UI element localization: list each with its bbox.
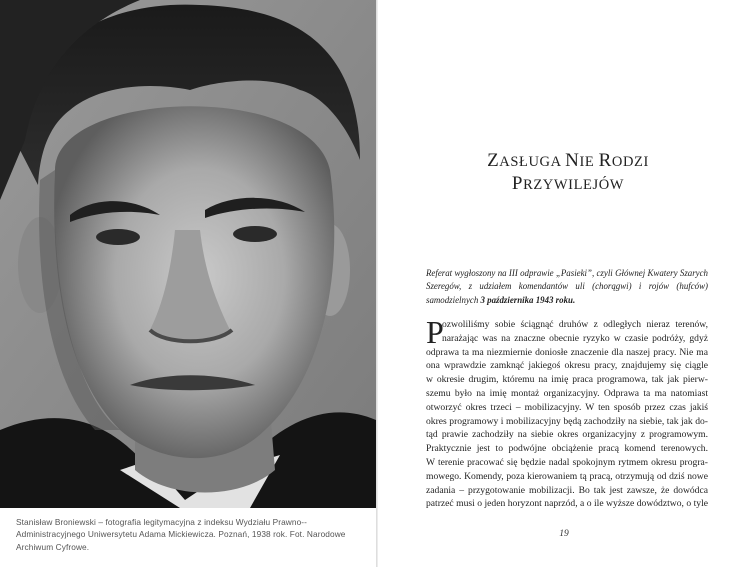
body-line: W terenie pracować się będzie nadal spokojnym rytmem okresu progra- — [426, 456, 708, 468]
body-line: ozwoliliśmy sobie ściągnąć druhów z odległych nieraz terenów, — [442, 319, 708, 330]
body-line: zadania – przygotowanie mobilizacji. Bo tak jest zawsze, że dowódca — [426, 484, 708, 496]
intro-text: Referat wygłoszony na III odprawie „Pasieki”, czyli Głównej Kwatery Szarych Szeregów, z udziałem komendantów uli (chorągwi) i rojów (hufców) samodzielnych — [426, 268, 708, 305]
chapter-intro — [426, 267, 708, 307]
body-line: ona wprawdzie zamknąć jakiegoś okresu pracy, znajdujemy się ciągle — [426, 360, 708, 372]
right-page — [378, 0, 750, 567]
body-text — [426, 314, 708, 511]
intro-date: 3 października 1943 roku. — [480, 294, 576, 305]
body-line: otworzyć okres trzeci – mobilizacyjny. W ten sposób przez czas jakiś — [426, 401, 708, 413]
chapter-title-line-1: ZASŁUGA NIE RODZI — [487, 150, 649, 171]
chapter-title — [418, 150, 718, 196]
body-line: mowego. Komendy, poza kierowaniem tą pracą, otrzymują od dziś nowe — [426, 470, 708, 482]
body-line: Praktycznie jest to podwójne obciążenie pracą komend terenowych. — [426, 443, 708, 455]
portrait-photo — [0, 0, 376, 508]
body-line: patrzeć musi o jeden horyzont naprzód, a o ile wyższe dowództwo, o tyle — [426, 498, 708, 510]
drop-cap: P — [426, 314, 444, 350]
body-line: narażając was na znaczne obecnie ryzyko w czasie podróży, gdyż — [442, 332, 708, 344]
page-number: 19 — [559, 529, 569, 539]
body-line: tąd prawie zachodziły na siebie okres organizacyjny z programowym. — [426, 429, 708, 441]
body-line: szemu było na imię montaż organizacyjny. Odprawa ta ma natomiast — [426, 387, 708, 399]
body-line: w okresie drugim, któremu na imię praca programowa, tak jak pierw- — [426, 374, 708, 386]
body-line: odprawa ta ma niezmiernie doniosłe znaczenie dla naszej pracy. Nie ma — [426, 346, 708, 358]
photo-caption: Stanisław Broniewski – fotografia legitymacyjna z indeksu Wydziału Prawno--Administracyjnego Uniwersytetu Adama Mickiewicza. Poznań, 1938 rok. Fot. Narodowe Archiwum Cyfrowe. — [16, 517, 346, 552]
chapter-title-line-2: PRZYWILEJÓW — [511, 173, 625, 194]
body-line: okres programowy i mobilizacyjny będą zachodziły na siebie, tak jak do- — [426, 415, 708, 427]
